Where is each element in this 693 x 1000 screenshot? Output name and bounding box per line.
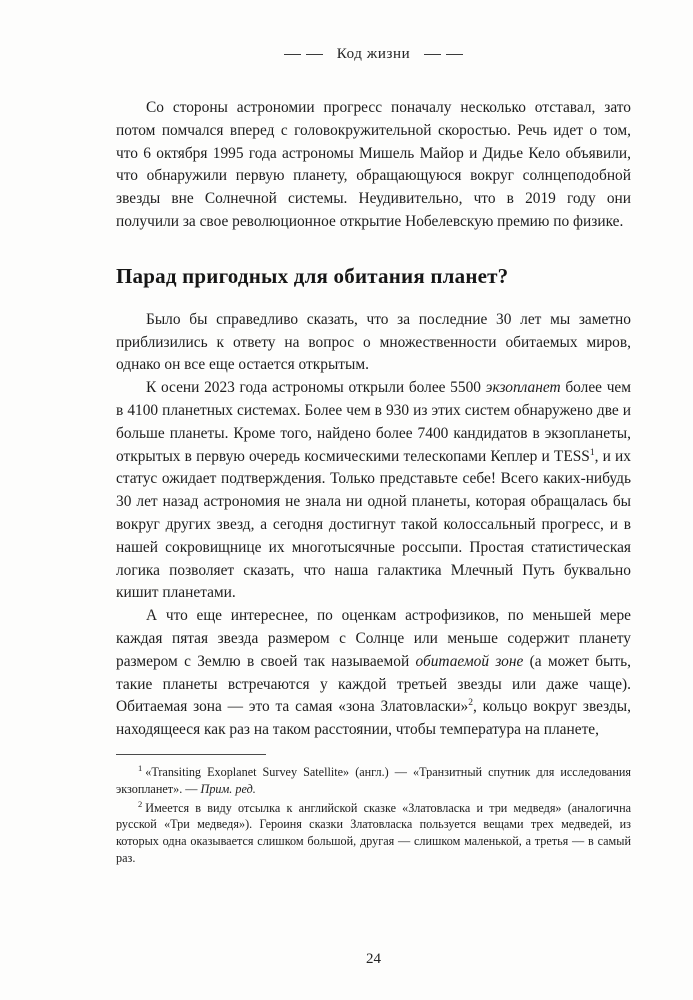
paragraph-exoplanets xyxy=(116,377,631,605)
text-segment: (а может быть, такие планеты встречаются у каждой третьей звезды или даже чаще). Обитаемая зона — это та самая «зона Златовласки» xyxy=(116,652,631,716)
footnote-marker-1: 1 xyxy=(138,762,143,773)
header-ornament-left xyxy=(284,54,323,55)
page-body xyxy=(116,97,631,742)
footnote-ref-1: 1 xyxy=(589,446,595,458)
text-segment: К осени 2023 года астрономы открыли более 5500 xyxy=(146,379,486,397)
text-segment: , кольцо вокруг звезды, находящееся как раз на таком расстоянии, чтобы температура на планете, xyxy=(116,698,632,739)
footnote-rule xyxy=(116,754,266,755)
dash-icon xyxy=(446,54,463,55)
text-segment: А что еще интереснее, по оценкам астрофизиков, по меньшей мере каждая пятая звезда размером с Солнце или меньше содержит планету размером с Землю в своей так называемой xyxy=(116,607,631,670)
header-ornament-right xyxy=(424,54,463,55)
footnotes-section xyxy=(116,754,631,867)
paragraph-habitable-zone xyxy=(116,605,631,742)
dash-icon xyxy=(424,54,441,55)
section-heading: Парад пригодных для обитания планет? xyxy=(116,263,509,288)
footnote-2 xyxy=(116,800,631,867)
paragraph-overview: Было бы справедливо сказать, что за последние 30 лет мы заметно приблизились к ответу на вопрос о множественности обитаемых миров, однако он все еще остается открытым. xyxy=(116,310,631,374)
italic-segment: Прим. ред. xyxy=(200,781,256,796)
text-segment: Имеется в виду отсылка к английской сказке «Златовласка и три медведя» (аналогична русской «Три медведя»). Героиня сказки Златовласка пользуется вещами трех медведей, из которых одна оказывается слишком большой, другая — слишком маленькой, а третья — в самый раз. xyxy=(116,800,631,866)
footnote-1 xyxy=(116,764,631,798)
text-segment: «Transiting Exoplanet Survey Satellite» (англ.) — «Транзитный спутник для исследования экзопланет». — xyxy=(116,764,631,796)
book-title: Код жизни xyxy=(336,46,411,62)
italic-segment: экзопланет xyxy=(485,379,561,397)
text-segment: более чем в 4100 планетных системах. Более чем в 930 из этих систем обнаружено две и больше планеты. Кроме того, найдено более 7400 кандидатов в экзопланеты, открытых в первую очередь космическими телескопами Кеплер и TESS xyxy=(116,379,631,465)
paragraph-intro: Со стороны астрономии прогресс поначалу несколько отставал, зато потом помчался вперед с головокружительной скоростью. Речь идет о том, что 6 октября 1995 года астрономы Мишель Майор и Дидье Кело объявили, что обнаружили первую планету, обращающуюся вокруг солнцеподобной звезды вне Солнечной системы. Неудивительно, что в 2019 году они получили за свое революционное открытие Нобелевскую премию по физике. xyxy=(116,99,631,230)
running-head xyxy=(116,46,631,63)
page-number: 24 xyxy=(366,951,381,967)
footnote-ref-2: 2 xyxy=(468,697,473,709)
footnote-marker-2: 2 xyxy=(138,798,143,809)
dash-icon xyxy=(284,54,301,55)
italic-segment: обитаемой зоне xyxy=(415,652,524,670)
text-segment: , и их статус ожидает подтверждения. Только представьте себе! Всего каких-нибудь 30 лет назад астрономия не знала ни одной планеты, которая обращалась бы вокруг других звезд, а сегодня достигнут такой колоссальный прогресс, и в нашей сокровищнице их многотысячные россыпи. Простая статистическая логика позволяет сказать, что наша галактика Млечный Путь буквально кишит планетами. xyxy=(116,447,631,602)
dash-icon xyxy=(306,54,323,55)
